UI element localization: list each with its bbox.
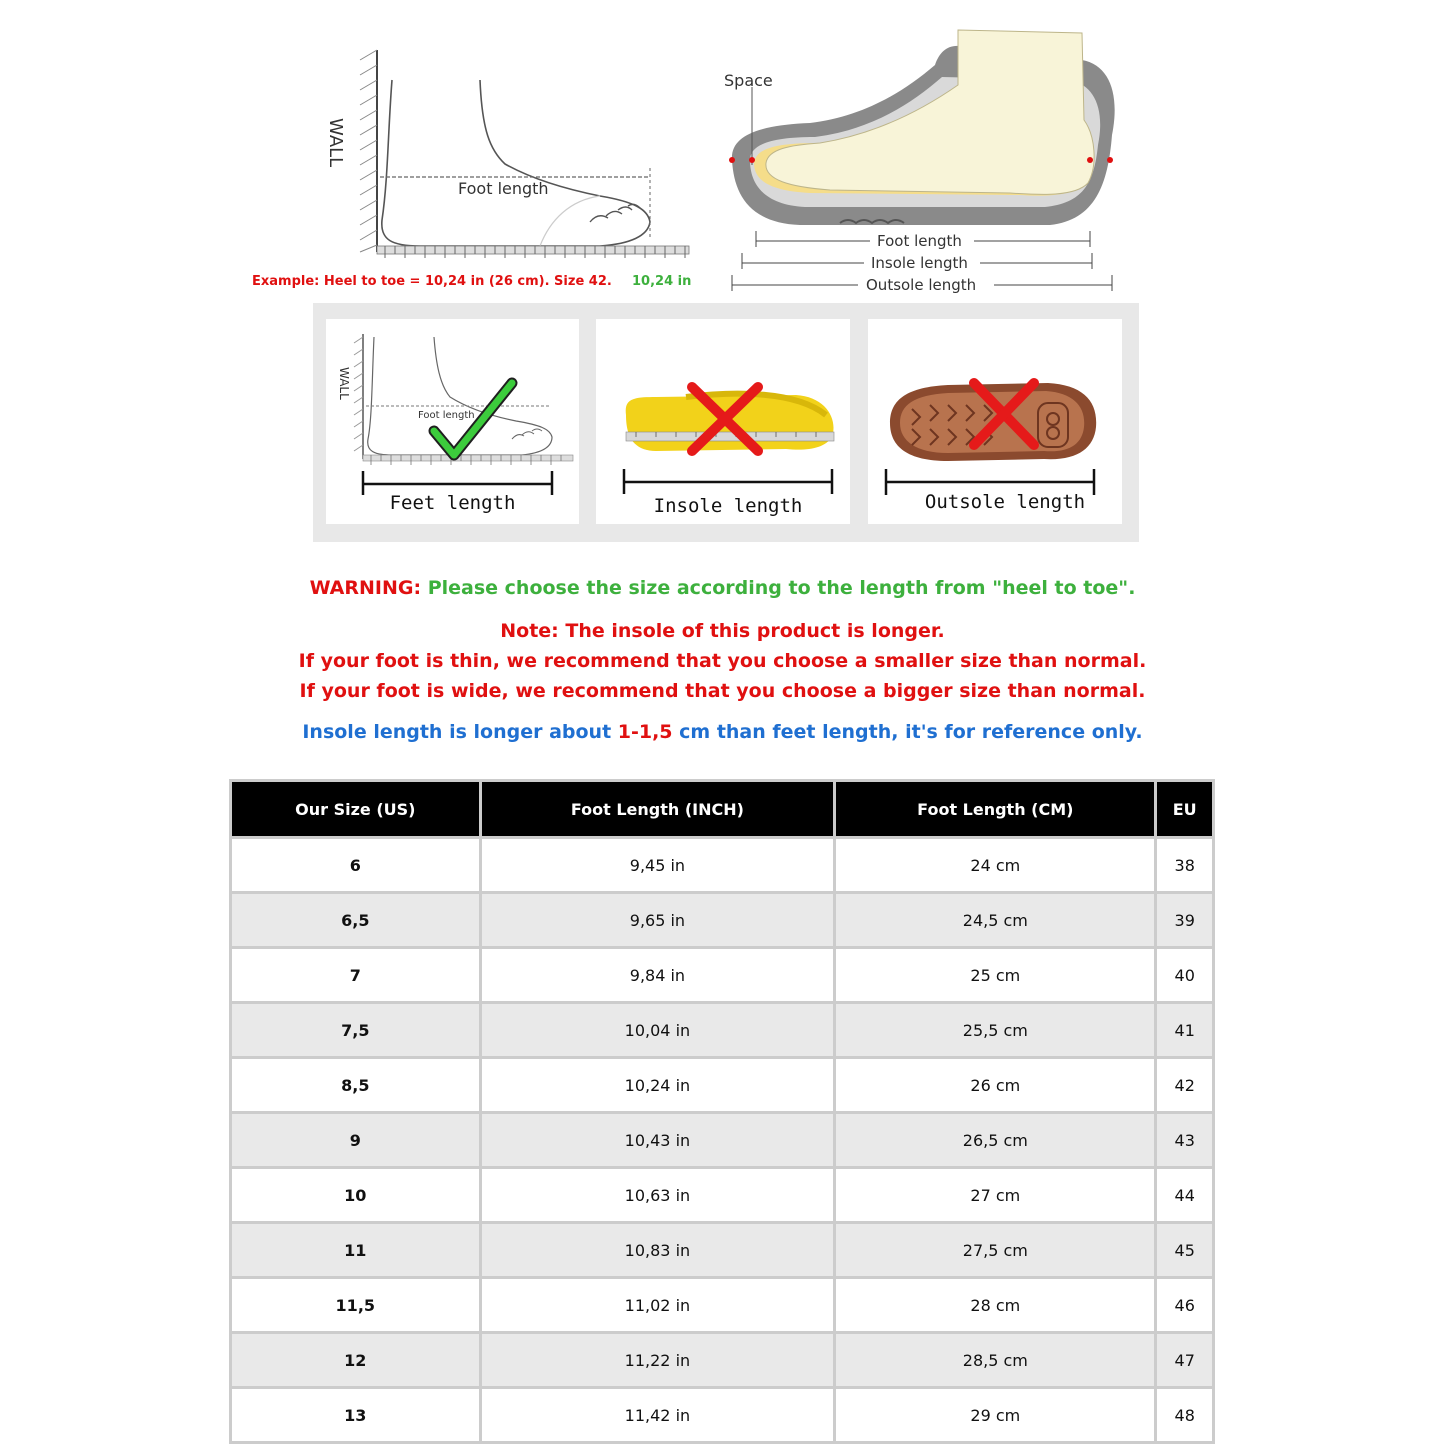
inch-cell: 11,22 in bbox=[480, 1333, 835, 1388]
cm-cell: 28 cm bbox=[835, 1278, 1156, 1333]
us-size-cell: 10 bbox=[231, 1168, 481, 1223]
warning-line bbox=[0, 577, 1445, 599]
foot-wall-diagram bbox=[300, 40, 720, 300]
size-chart-table bbox=[229, 779, 1215, 1444]
inch-cell: 11,42 in bbox=[480, 1388, 835, 1443]
eu-cell: 40 bbox=[1156, 948, 1214, 1003]
us-size-cell: 8,5 bbox=[231, 1058, 481, 1113]
wall-label: WALL bbox=[325, 118, 346, 168]
table-row bbox=[231, 1058, 1214, 1113]
cm-cell: 24 cm bbox=[835, 838, 1156, 893]
eu-cell: 47 bbox=[1156, 1333, 1214, 1388]
cm-cell: 25 cm bbox=[835, 948, 1156, 1003]
insole-length-label: Insole length bbox=[653, 495, 803, 517]
measure-value: 10,24 in bbox=[632, 274, 692, 289]
header-foot-length-cm: Foot Length (CM) bbox=[835, 781, 1156, 838]
eu-cell: 44 bbox=[1156, 1168, 1214, 1223]
feet-length-label: Feet length bbox=[389, 492, 516, 514]
table-row bbox=[231, 1388, 1214, 1443]
reference-highlight: 1-1,5 bbox=[617, 721, 673, 743]
cm-cell: 28,5 cm bbox=[835, 1333, 1156, 1388]
insole-length-label: Insole length bbox=[871, 254, 968, 272]
us-size-cell: 11 bbox=[231, 1223, 481, 1278]
outsole-length-label: Outsole length bbox=[866, 276, 977, 294]
cm-cell: 26,5 cm bbox=[835, 1113, 1156, 1168]
table-row bbox=[231, 838, 1214, 893]
note-line-3: If your foot is wide, we recommend that you choose a bigger size than normal. bbox=[299, 680, 1146, 702]
table-row bbox=[231, 1113, 1214, 1168]
table-header-row bbox=[231, 781, 1214, 838]
foot-length-label: Foot length bbox=[458, 179, 549, 198]
us-size-cell: 11,5 bbox=[231, 1278, 481, 1333]
note-line-1: Note: The insole of this product is longer. bbox=[500, 620, 945, 642]
table-row bbox=[231, 948, 1214, 1003]
us-size-cell: 6 bbox=[231, 838, 481, 893]
note-line-2: If your foot is thin, we recommend that you choose a smaller size than normal. bbox=[298, 650, 1147, 672]
eu-cell: 38 bbox=[1156, 838, 1214, 893]
us-size-cell: 7,5 bbox=[231, 1003, 481, 1058]
table-row bbox=[231, 1168, 1214, 1223]
reference-text-1: Insole length is longer about bbox=[302, 721, 618, 743]
us-size-cell: 7 bbox=[231, 948, 481, 1003]
inch-cell: 10,04 in bbox=[480, 1003, 835, 1058]
outsole-length-label: Outsole length bbox=[924, 491, 1086, 513]
inch-cell: 9,65 in bbox=[480, 893, 835, 948]
us-size-cell: 6,5 bbox=[231, 893, 481, 948]
eu-cell: 41 bbox=[1156, 1003, 1214, 1058]
header-us-size: Our Size (US) bbox=[231, 781, 481, 838]
warning-prefix: WARNING: bbox=[309, 577, 422, 599]
reference-text-2: cm than feet length, it's for reference only. bbox=[672, 721, 1143, 743]
measurement-methods-panel bbox=[313, 303, 1139, 542]
cm-cell: 26 cm bbox=[835, 1058, 1156, 1113]
table-row bbox=[231, 1223, 1214, 1278]
us-size-cell: 9 bbox=[231, 1113, 481, 1168]
cm-cell: 24,5 cm bbox=[835, 893, 1156, 948]
header-eu-size: EU bbox=[1156, 781, 1214, 838]
insole-length-panel bbox=[596, 319, 850, 524]
shoe-cross-section-diagram bbox=[720, 25, 1120, 300]
us-size-cell: 13 bbox=[231, 1388, 481, 1443]
inch-cell: 10,43 in bbox=[480, 1113, 835, 1168]
table-row bbox=[231, 1278, 1214, 1333]
us-size-cell: 12 bbox=[231, 1333, 481, 1388]
cm-cell: 27 cm bbox=[835, 1168, 1156, 1223]
inch-cell: 10,63 in bbox=[480, 1168, 835, 1223]
header-foot-length-inch: Foot Length (INCH) bbox=[480, 781, 835, 838]
inch-cell: 10,83 in bbox=[480, 1223, 835, 1278]
warning-text: Please choose the size according to the length from "heel to toe". bbox=[421, 577, 1136, 599]
cm-cell: 25,5 cm bbox=[835, 1003, 1156, 1058]
example-text: Example: Heel to toe = 10,24 in (26 cm). Size 42. bbox=[252, 274, 612, 289]
outsole-length-panel bbox=[868, 319, 1122, 524]
eu-cell: 42 bbox=[1156, 1058, 1214, 1113]
eu-cell: 43 bbox=[1156, 1113, 1214, 1168]
table-row bbox=[231, 893, 1214, 948]
table-row bbox=[231, 1333, 1214, 1388]
cm-cell: 29 cm bbox=[835, 1388, 1156, 1443]
eu-cell: 48 bbox=[1156, 1388, 1214, 1443]
eu-cell: 46 bbox=[1156, 1278, 1214, 1333]
inch-cell: 9,84 in bbox=[480, 948, 835, 1003]
inch-cell: 11,02 in bbox=[480, 1278, 835, 1333]
eu-cell: 45 bbox=[1156, 1223, 1214, 1278]
reference-line bbox=[0, 721, 1445, 743]
feet-length-panel bbox=[326, 319, 579, 524]
cm-cell: 27,5 cm bbox=[835, 1223, 1156, 1278]
panel-wall-label: WALL bbox=[337, 367, 351, 400]
inch-cell: 9,45 in bbox=[480, 838, 835, 893]
table-row bbox=[231, 1003, 1214, 1058]
foot-length-label-right: Foot length bbox=[877, 232, 962, 250]
eu-cell: 39 bbox=[1156, 893, 1214, 948]
panel-inner-label: Foot length bbox=[418, 410, 475, 421]
space-label: Space bbox=[724, 71, 773, 90]
inch-cell: 10,24 in bbox=[480, 1058, 835, 1113]
